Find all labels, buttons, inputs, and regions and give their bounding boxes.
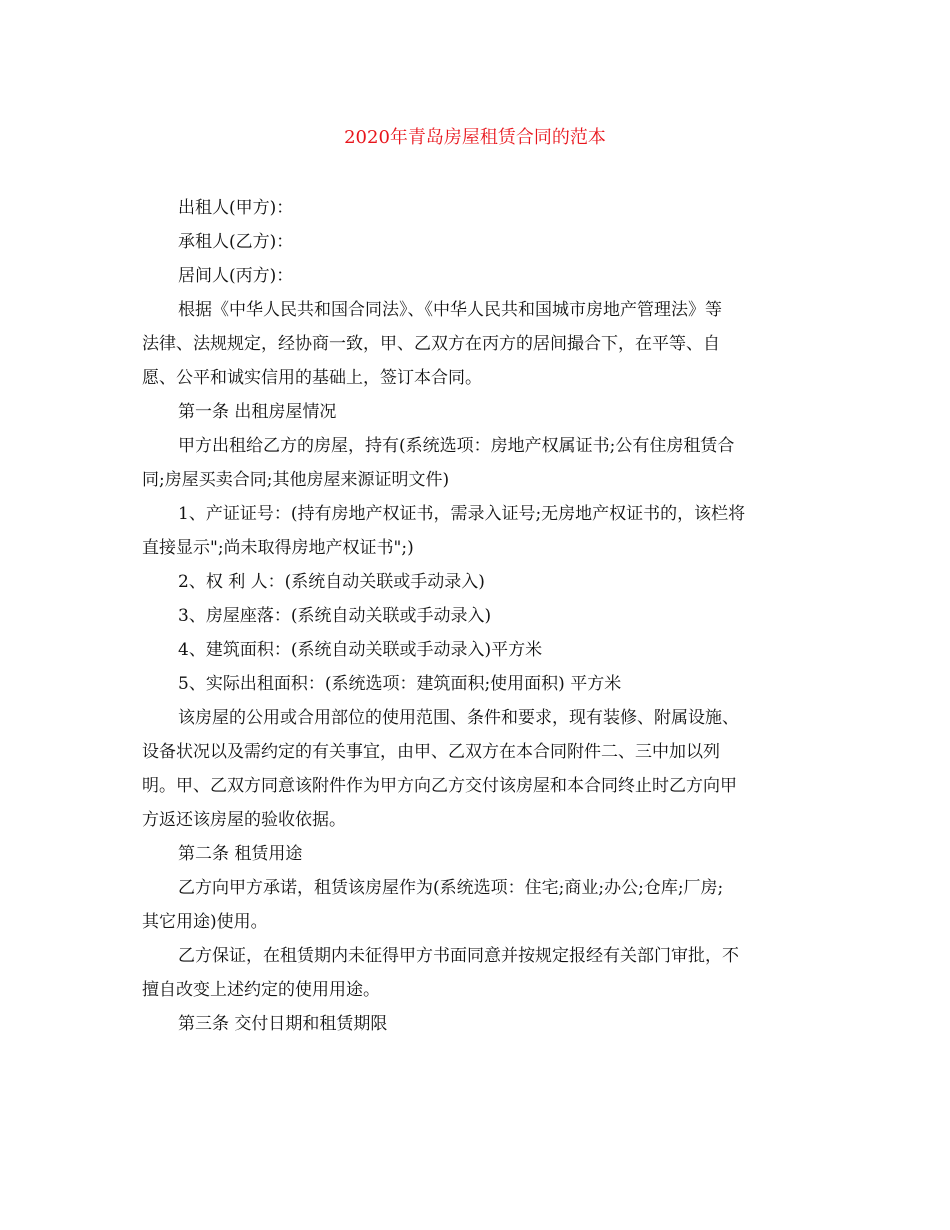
party-c-line: 居间人(丙方)：	[178, 266, 294, 286]
item-1-line-2: 直接显示";尚未取得房地产权证书";)	[142, 538, 414, 558]
article-1-para-line-2: 同;房屋买卖合同;其他房屋来源证明文件)	[142, 470, 450, 490]
shared-parts-line-3: 明。甲、乙双方同意该附件作为甲方向乙方交付该房屋和本合同终止时乙方向甲	[142, 776, 737, 796]
document-title: 2020年青岛房屋租赁合同的范本	[344, 127, 606, 148]
shared-parts-line-4: 方返还该房屋的验收依据。	[142, 810, 346, 830]
party-a-line: 出租人(甲方)：	[178, 198, 294, 218]
item-4-line: 4、建筑面积：(系统自动关联或手动录入)平方米	[178, 640, 543, 660]
item-3-line: 3、房屋座落：(系统自动关联或手动录入)	[178, 606, 492, 626]
article-1-para-line-1: 甲方出租给乙方的房屋，持有(系统选项：房地产权属证书;公有住房租赁合	[178, 436, 735, 456]
item-1-line-1: 1、产证证号：(持有房地产权证书，需录入证号;无房地产权证书的，该栏将	[178, 504, 746, 524]
article-2-para-2-line-2: 擅自改变上述约定的使用用途。	[142, 980, 380, 1000]
article-1-heading: 第一条 出租房屋情况	[178, 402, 337, 422]
preamble-line-2: 法律、法规规定，经协商一致，甲、乙双方在丙方的居间撮合下，在平等、自	[142, 334, 720, 354]
preamble-line-1: 根据《中华人民共和国合同法》、《中华人民共和国城市房地产管理法》等	[178, 300, 722, 320]
shared-parts-line-1: 该房屋的公用或合用部位的使用范围、条件和要求，现有装修、附属设施、	[178, 708, 739, 728]
party-b-line: 承租人(乙方)：	[178, 232, 294, 252]
item-5-line: 5、实际出租面积：(系统选项：建筑面积;使用面积) 平方米	[178, 674, 622, 694]
article-2-para-1-line-1: 乙方向甲方承诺，租赁该房屋作为(系统选项：住宅;商业;办公;仓库;厂房;	[178, 878, 724, 898]
preamble-line-3: 愿、公平和诚实信用的基础上，签订本合同。	[142, 368, 482, 388]
article-2-para-2-line-1: 乙方保证，在租赁期内未征得甲方书面同意并按规定报经有关部门审批，不	[178, 946, 739, 966]
document-body	[142, 191, 814, 1041]
article-2-heading: 第二条 租赁用途	[178, 844, 303, 864]
article-2-para-1-line-2: 其它用途)使用。	[142, 912, 268, 932]
shared-parts-line-2: 设备状况以及需约定的有关事宜，由甲、乙双方在本合同附件二、三中加以列	[142, 742, 720, 762]
article-3-heading: 第三条 交付日期和租赁期限	[178, 1014, 388, 1034]
item-2-line: 2、权 利 人：(系统自动关联或手动录入)	[178, 572, 485, 592]
